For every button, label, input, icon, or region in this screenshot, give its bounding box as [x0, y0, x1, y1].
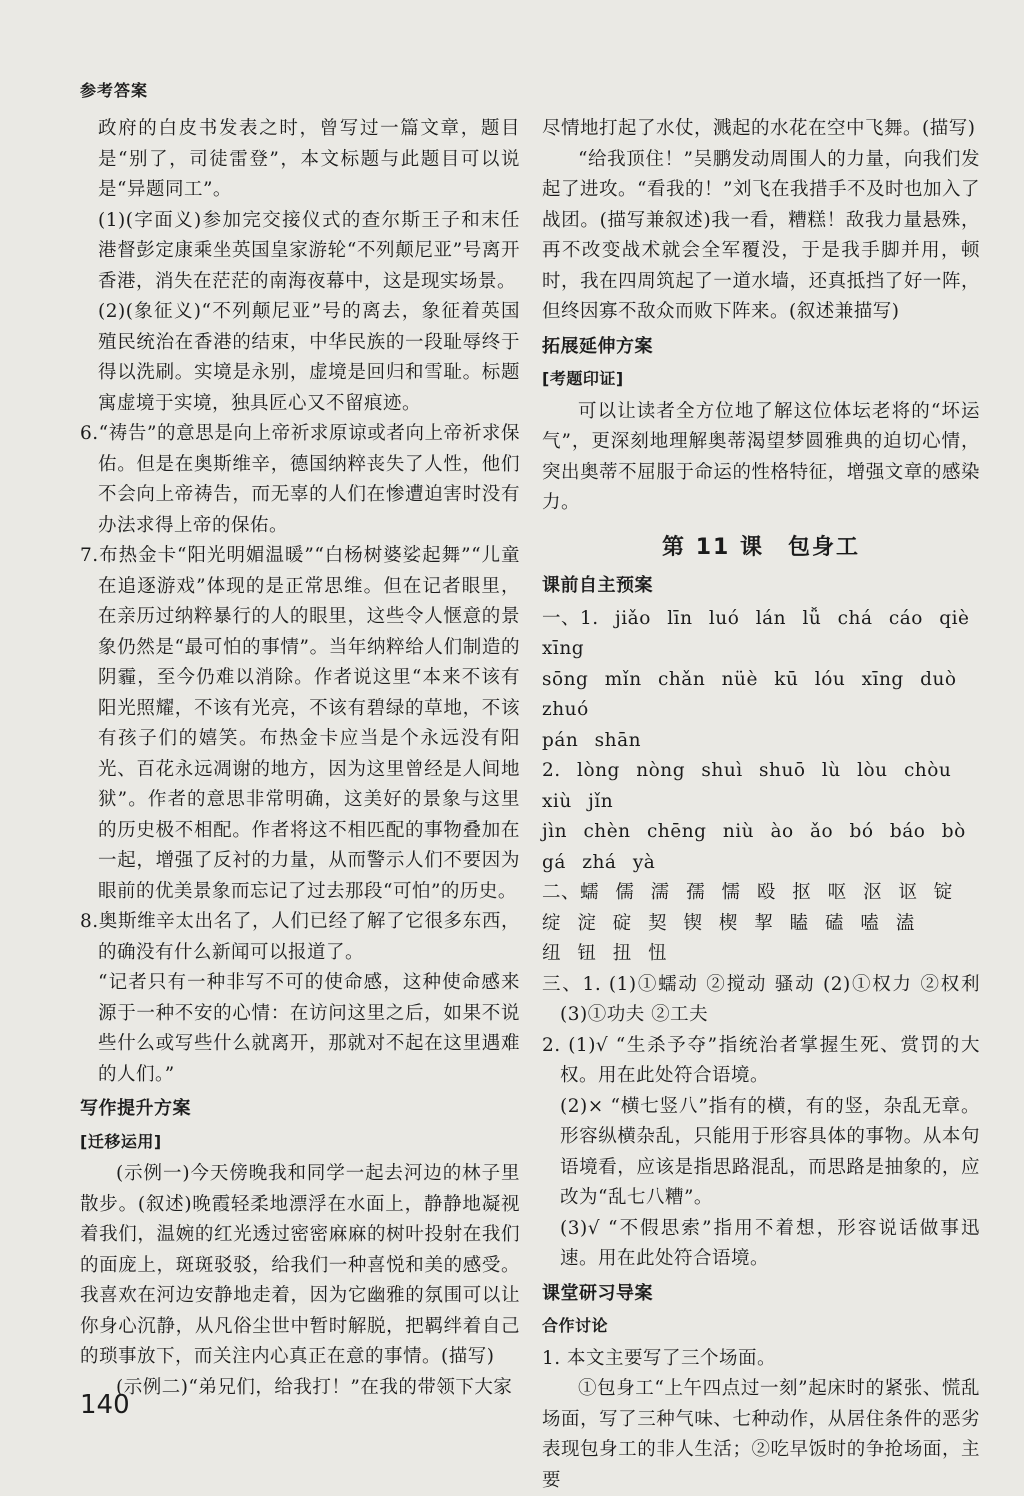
example-continued: 尽情地打起了水仗，溅起的水花在空中飞舞。(描写) — [542, 118, 976, 139]
example-continued-2: “给我顶住！”吴鹏发动周围人的力量，向我们发起了进攻。“看我的！”刘飞在我措手不及时也加入了战团。(描写兼叙述)我一看，糟糕！敌我力量悬殊，再不改变战术就会全军覆没，于是我手脚并用，顿时，我在四周筑起了一道水墙，还真抵挡了好一阵，但终因寡不敌众而败下阵来。(叙述兼描写) — [542, 148, 980, 322]
answer-q7: 7.布热金卡“阳光明媚温暖”“白杨树婆娑起舞”“儿童在追逐游戏”体现的是正常思维。但在记者眼里，在亲历过纳粹暴行的人的眼里，这些令人惬意的景象仍然是“最可怕的事情”。当年纳粹给人们制造的阴霾，至今仍难以消除。作者说这里“本来不该有阳光照耀，不该有光亮，不该有碧绿的草地，不该有孩子们的嬉笑。布热金卡应当是个永远没有阳光、百花永远凋谢的地方，因为这里曾经是人间地狱”。作者的意思非常明确，这美好的景象与这里的历史极不相配。作者将这不相匹配的事物叠加在一起，增强了反衬的力量，从而警示人们不要因为眼前的优美景象而忘记了过去那段“可怕”的历史。 — [80, 545, 520, 902]
intro-paragraph: 政府的白皮书发表之时，曾写过一篇文章，题目是“别了，司徒雷登”，本文标题与此题目可以说是“异题同工”。 — [98, 118, 520, 200]
exam-answer: 可以让读者全方位地了解这位体坛老将的“坏运气”，更深刻地理解奥蒂渴望梦圆雅典的迫切心情，突出奥蒂不屈服于命运的性格特征，增强文章的感染力。 — [542, 400, 980, 513]
answer-item-2: (2)(象征义)“不列颠尼亚”号的离去，象征着英国殖民统治在香港的结束，中华民族的一段耻辱终于得以洗刷。实境是永别，虚境是回归和雪耻。标题寓虚境于实境，独具匠心又不留痕迹。 — [98, 301, 520, 414]
section-title-extension: 拓展延伸方案 — [542, 335, 653, 357]
answer-q8-quote: “记者只有一种非写不可的使命感，这种使命感来源于一种不安的心情：在访问这里之后，如果不说些什么或写些什么就离开，那就对不起在这里遇难的人们。” — [98, 972, 520, 1085]
answer-item-1: (1)(字面义)参加完交接仪式的查尔斯王子和末任港督彭定康乘坐英国皇家游轮“不列颠尼亚”号离开香港，消失在茫茫的南海夜幕中，这是现实场景。 — [98, 209, 520, 292]
answer-section3-2-1: 2. (1)√ “生杀予夺”指统治者掌握生死、赏罚的大权。用在此处符合语境。 — [542, 1034, 980, 1086]
discussion-item-1-detail: ①包身工“上午四点过一刻”起床时的紧张、慌乱场面，写了三种气味、七种动作，从居住条件的恶劣表现包身工的非人生活；②吃早饭时的争抢场面，主要 — [542, 1378, 980, 1491]
page-header: 参考答案 — [80, 81, 149, 100]
answer-q8: 8.奥斯维辛太出名了，人们已经了解了它很多东西，的确没有什么新闻可以报道了。 — [80, 911, 520, 963]
sub-title-transfer: [迁移运用] — [80, 1131, 162, 1151]
answer-section3-1: 三、1. (1)①蠕动 ②搅动 骚动 (2)①权力 ②权利 (3)①功夫 ②工夫 — [542, 973, 980, 1025]
section-title-preview: 课前自主预案 — [542, 575, 653, 596]
writing-example-1: (示例一)今天傍晚我和同学一起去河边的林子里散步。(叙述)晚霞轻柔地漂浮在水面上，静静地凝视着我们，温婉的红光透过密密麻麻的树叶投射在我们的面庞上，斑斑驳驳，给我们一种喜悦和美的感受。我喜欢在河边安静地走着，因为它幽雅的氛围可以让你身心沉静，从凡俗尘世中暂时解脱，把羁绊着自己的琐事放下，而关注内心真正在意的事情。(描写) — [80, 1163, 520, 1367]
character-line: 绽 淀 碇 契 锲 楔 挈 瞌 磕 嗑 溘 — [542, 912, 915, 934]
sub-title-exam: [考题印证] — [542, 369, 624, 388]
writing-example-2: (示例二)“弟兄们，给我打！”在我的带领下大家 — [116, 1376, 513, 1398]
pinyin-line: gá zhá yà — [542, 851, 656, 873]
pinyin-line: 一、1. jiǎo līn luó lán lǚ chá cáo qiè xīng — [542, 607, 970, 659]
right-column — [542, 114, 980, 1496]
lesson-title: 第 11 课 包身工 — [662, 534, 860, 560]
character-line: 纽 钮 扭 忸 — [542, 943, 668, 964]
answer-q6: 6.“祷告”的意思是向上帝祈求原谅或者向上帝祈求保佑。但是在奥斯维辛，德国纳粹丧失了人性，他们不会向上帝祷告，而无辜的人们在惨遭迫害时没有办法求得上帝的保佑。 — [80, 423, 520, 536]
answer-section3-2-2: (2)× “横七竖八”指有的横，有的竖，杂乱无章。形容纵横杂乱，只能用于形容具体的事物。从本句语境看，应该是指思路混乱，而思路是抽象的，应改为“乱七八糟”。 — [560, 1095, 980, 1208]
discussion-item-1: 1. 本文主要写了三个场面。 — [542, 1347, 777, 1369]
sub-title-discussion: 合作讨论 — [542, 1316, 609, 1335]
left-column — [80, 114, 520, 1403]
pinyin-line: pán shān — [542, 729, 642, 751]
pinyin-line: sōng mǐn chǎn nüè kū lóu xīng duò zhuó — [542, 668, 957, 720]
page-number: 140 — [80, 1390, 130, 1420]
character-line: 二、蠕 儒 濡 孺 懦 殴 抠 呕 沤 讴 锭 — [542, 882, 953, 903]
pinyin-line: jìn chèn chēng niù ào ǎo bó báo bò — [542, 821, 966, 842]
pinyin-line: 2. lòng nòng shuì shuō lù lòu chòu xiù jǐn — [542, 760, 952, 812]
section-title-writing: 写作提升方案 — [80, 1098, 191, 1119]
answer-section3-2-3: (3)√ “不假思索”指用不着想，形容说话做事迅速。用在此处符合语境。 — [560, 1217, 980, 1269]
section-title-classroom: 课堂研习导案 — [542, 1282, 653, 1304]
